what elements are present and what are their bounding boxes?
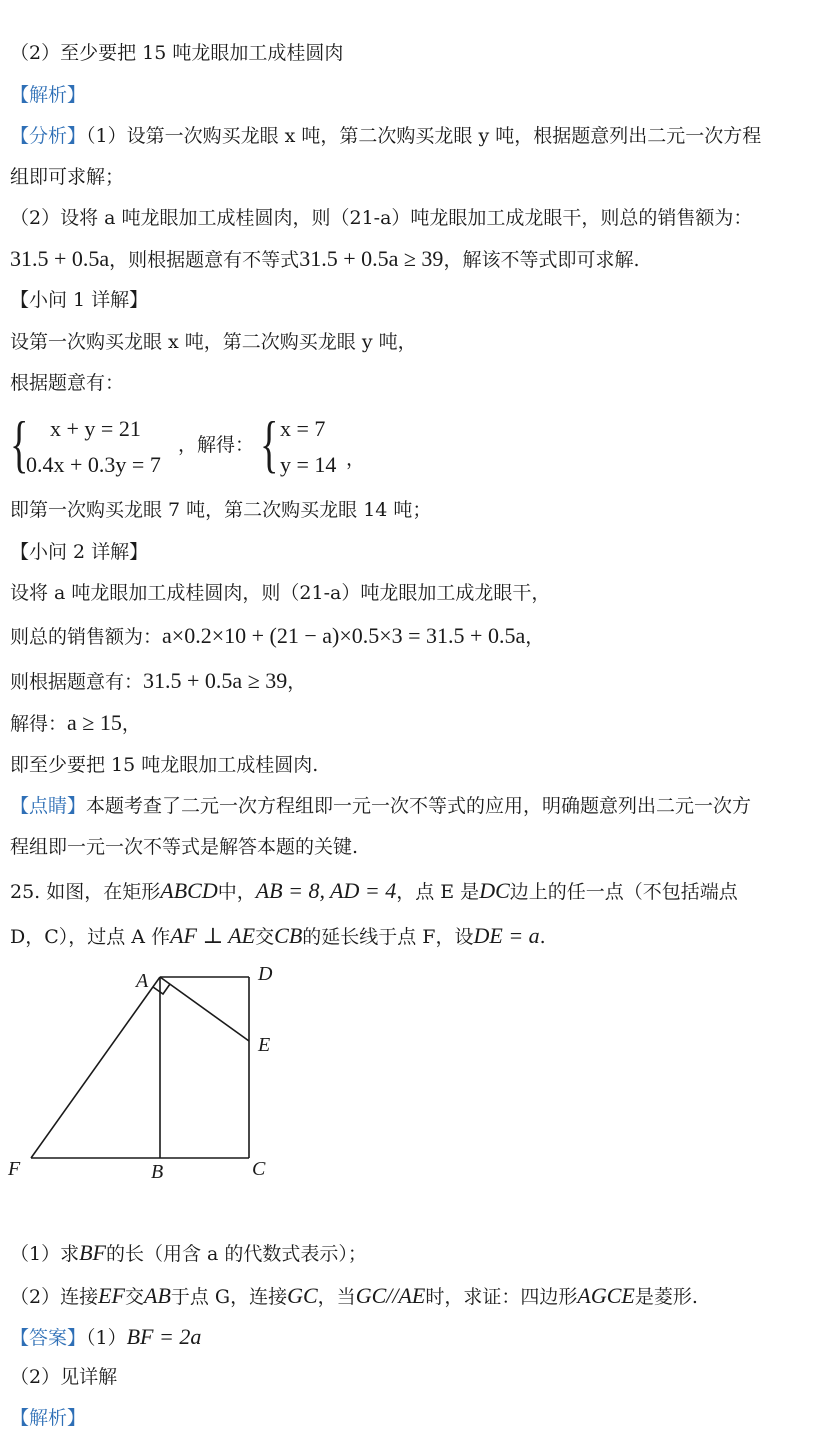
- math-segment: CB: [274, 923, 303, 948]
- math-segment: DC: [479, 878, 510, 903]
- line-according: 根据题意有：: [10, 372, 125, 394]
- text-segment: （1）: [86, 1327, 127, 1349]
- math-segment: DE = a: [473, 923, 540, 948]
- line-set-variables: 设第一次购买龙眼 x 吨，第二次购买龙眼 y 吨，: [10, 331, 417, 353]
- line-result-1: 即第一次购买龙眼 7 吨，第二次购买龙眼 14 吨；: [10, 499, 432, 521]
- math-segment: AGCE: [577, 1283, 635, 1308]
- text-segment: ，当: [317, 1286, 356, 1308]
- subq2-heading: 【小问 2 详解】: [10, 541, 149, 563]
- answer-line: [10, 1326, 201, 1348]
- expr-total-sales: a×0.2×10 + (21 − a)×0.5×3 = 31.5 + 0.5a: [162, 623, 526, 648]
- problem-25-line1: [10, 880, 738, 902]
- text-segment: （1）求: [10, 1243, 80, 1265]
- math-segment: AB: [144, 1283, 171, 1308]
- analysis-tag-2: 【解析】: [10, 1407, 87, 1429]
- expr-sales: 31.5 + 0.5a: [10, 246, 110, 271]
- text-segment: 中，: [217, 881, 256, 903]
- equation-1: x + y = 21: [50, 416, 141, 441]
- dianjing-tag: 【点睛】: [10, 795, 87, 817]
- line-result-2: 即至少要把 15 吨龙眼加工成桂圆肉.: [10, 754, 319, 776]
- text-segment: 于点 G，连接: [170, 1286, 288, 1308]
- line-set-a: 设将 a 吨龙眼加工成桂圆肉，则（21-a）吨龙眼加工成龙眼干，: [10, 582, 551, 604]
- math-segment: EF: [98, 1283, 125, 1308]
- expr-inequality: 31.5 + 0.5a ≥ 39: [299, 246, 444, 271]
- text-segment: （2）连接: [10, 1286, 99, 1308]
- text-segment: 的长（用含 a 的代数式表示）；: [105, 1243, 367, 1265]
- comma: ，: [346, 448, 366, 470]
- solution-1: x = 7: [280, 416, 326, 441]
- label-f: F: [8, 1158, 21, 1180]
- text-segment: ，则根据题意有不等式: [109, 249, 300, 271]
- left-brace-icon: {: [260, 408, 279, 479]
- expr-solution: a ≥ 15: [67, 710, 122, 735]
- text-segment: 边上的任一点（不包括端点: [509, 881, 738, 903]
- line-total-sales: [10, 625, 544, 647]
- answer-tag: 【答案】: [10, 1327, 87, 1349]
- text-segment: ，: [121, 713, 141, 735]
- question-2: [10, 1285, 698, 1307]
- left-brace-icon: {: [10, 408, 29, 479]
- text-segment: 则根据题意有：: [10, 671, 144, 693]
- text-segment: 交: [124, 1286, 144, 1308]
- subq1-heading: 【小问 1 详解】: [10, 289, 149, 311]
- label-d: D: [258, 963, 273, 985]
- line-inequality-2: [10, 670, 306, 692]
- equation-system: [10, 408, 370, 482]
- text-segment: 时，求证：四边形: [425, 1286, 578, 1308]
- line-part2-answer: （2）至少要把 15 吨龙眼加工成桂圆肉: [10, 42, 344, 64]
- label-c: C: [252, 1158, 266, 1180]
- text-segment: 解得：: [10, 713, 68, 735]
- text-segment: 的延长线于点 F，设: [302, 926, 474, 948]
- solve-label: ，解得：: [178, 434, 255, 456]
- segment-af: [31, 977, 160, 1158]
- math-segment: AB = 8, AD = 4: [255, 878, 397, 903]
- fenxi-text: （1）设第一次购买龙眼 x 吨，第二次购买龙眼 y 吨，根据题意列出二元一次方程: [86, 125, 762, 147]
- text-segment: ，解该不等式即可求解.: [443, 249, 640, 271]
- text-segment: 25. 如图，在矩形: [10, 881, 161, 903]
- line-analysis: [10, 127, 761, 146]
- fenxi-tag: 【分析】: [10, 125, 87, 147]
- math-segment: AF ⊥ AE: [170, 923, 256, 948]
- expr-inequality-2: 31.5 + 0.5a ≥ 39: [143, 668, 288, 693]
- geometry-figure: [0, 960, 320, 1190]
- math-segment: BF = 2a: [126, 1324, 202, 1349]
- text-segment: ，点 E 是: [396, 881, 480, 903]
- math-segment: GC//AE: [355, 1283, 426, 1308]
- text-segment: 交: [255, 926, 275, 948]
- label-a: A: [136, 970, 149, 992]
- line-inequality: [10, 248, 639, 270]
- text-segment: 是菱形.: [634, 1286, 698, 1308]
- equation-2: 0.4x + 0.3y = 7: [26, 452, 161, 477]
- text-segment: 则总的销售额为：: [10, 626, 163, 648]
- line-comment-cont: 程组即一元一次不等式是解答本题的关键.: [10, 836, 359, 858]
- question-1: [10, 1242, 367, 1264]
- analysis-tag: 【解析】: [10, 84, 87, 106]
- label-e: E: [258, 1034, 271, 1056]
- line-solve: [10, 712, 141, 734]
- text-segment: ，: [525, 626, 545, 648]
- line-analysis-cont: 组即可求解；: [10, 166, 125, 188]
- label-b: B: [151, 1161, 164, 1183]
- problem-25-line2: [10, 925, 546, 947]
- right-angle-mark: [153, 984, 170, 994]
- line-analysis-part2: （2）设将 a 吨龙眼加工成桂圆肉，则（21-a）吨龙眼加工成龙眼干，则总的销售额为：: [10, 207, 753, 229]
- math-segment: ABCD: [160, 878, 218, 903]
- solution-2: y = 14: [280, 452, 337, 477]
- text-segment: .: [539, 926, 546, 948]
- line-comment: [10, 797, 751, 816]
- segment-ae: [160, 977, 249, 1041]
- text-segment: D，C），过点 A 作: [10, 926, 171, 948]
- math-segment: GC: [287, 1283, 318, 1308]
- answer-part2: （2）见详解: [10, 1366, 118, 1388]
- math-segment: BF: [79, 1240, 106, 1265]
- text-segment: ，: [287, 671, 307, 693]
- comment-text: 本题考查了二元一次方程组即一元一次不等式的应用，明确题意列出二元一次方: [86, 795, 752, 817]
